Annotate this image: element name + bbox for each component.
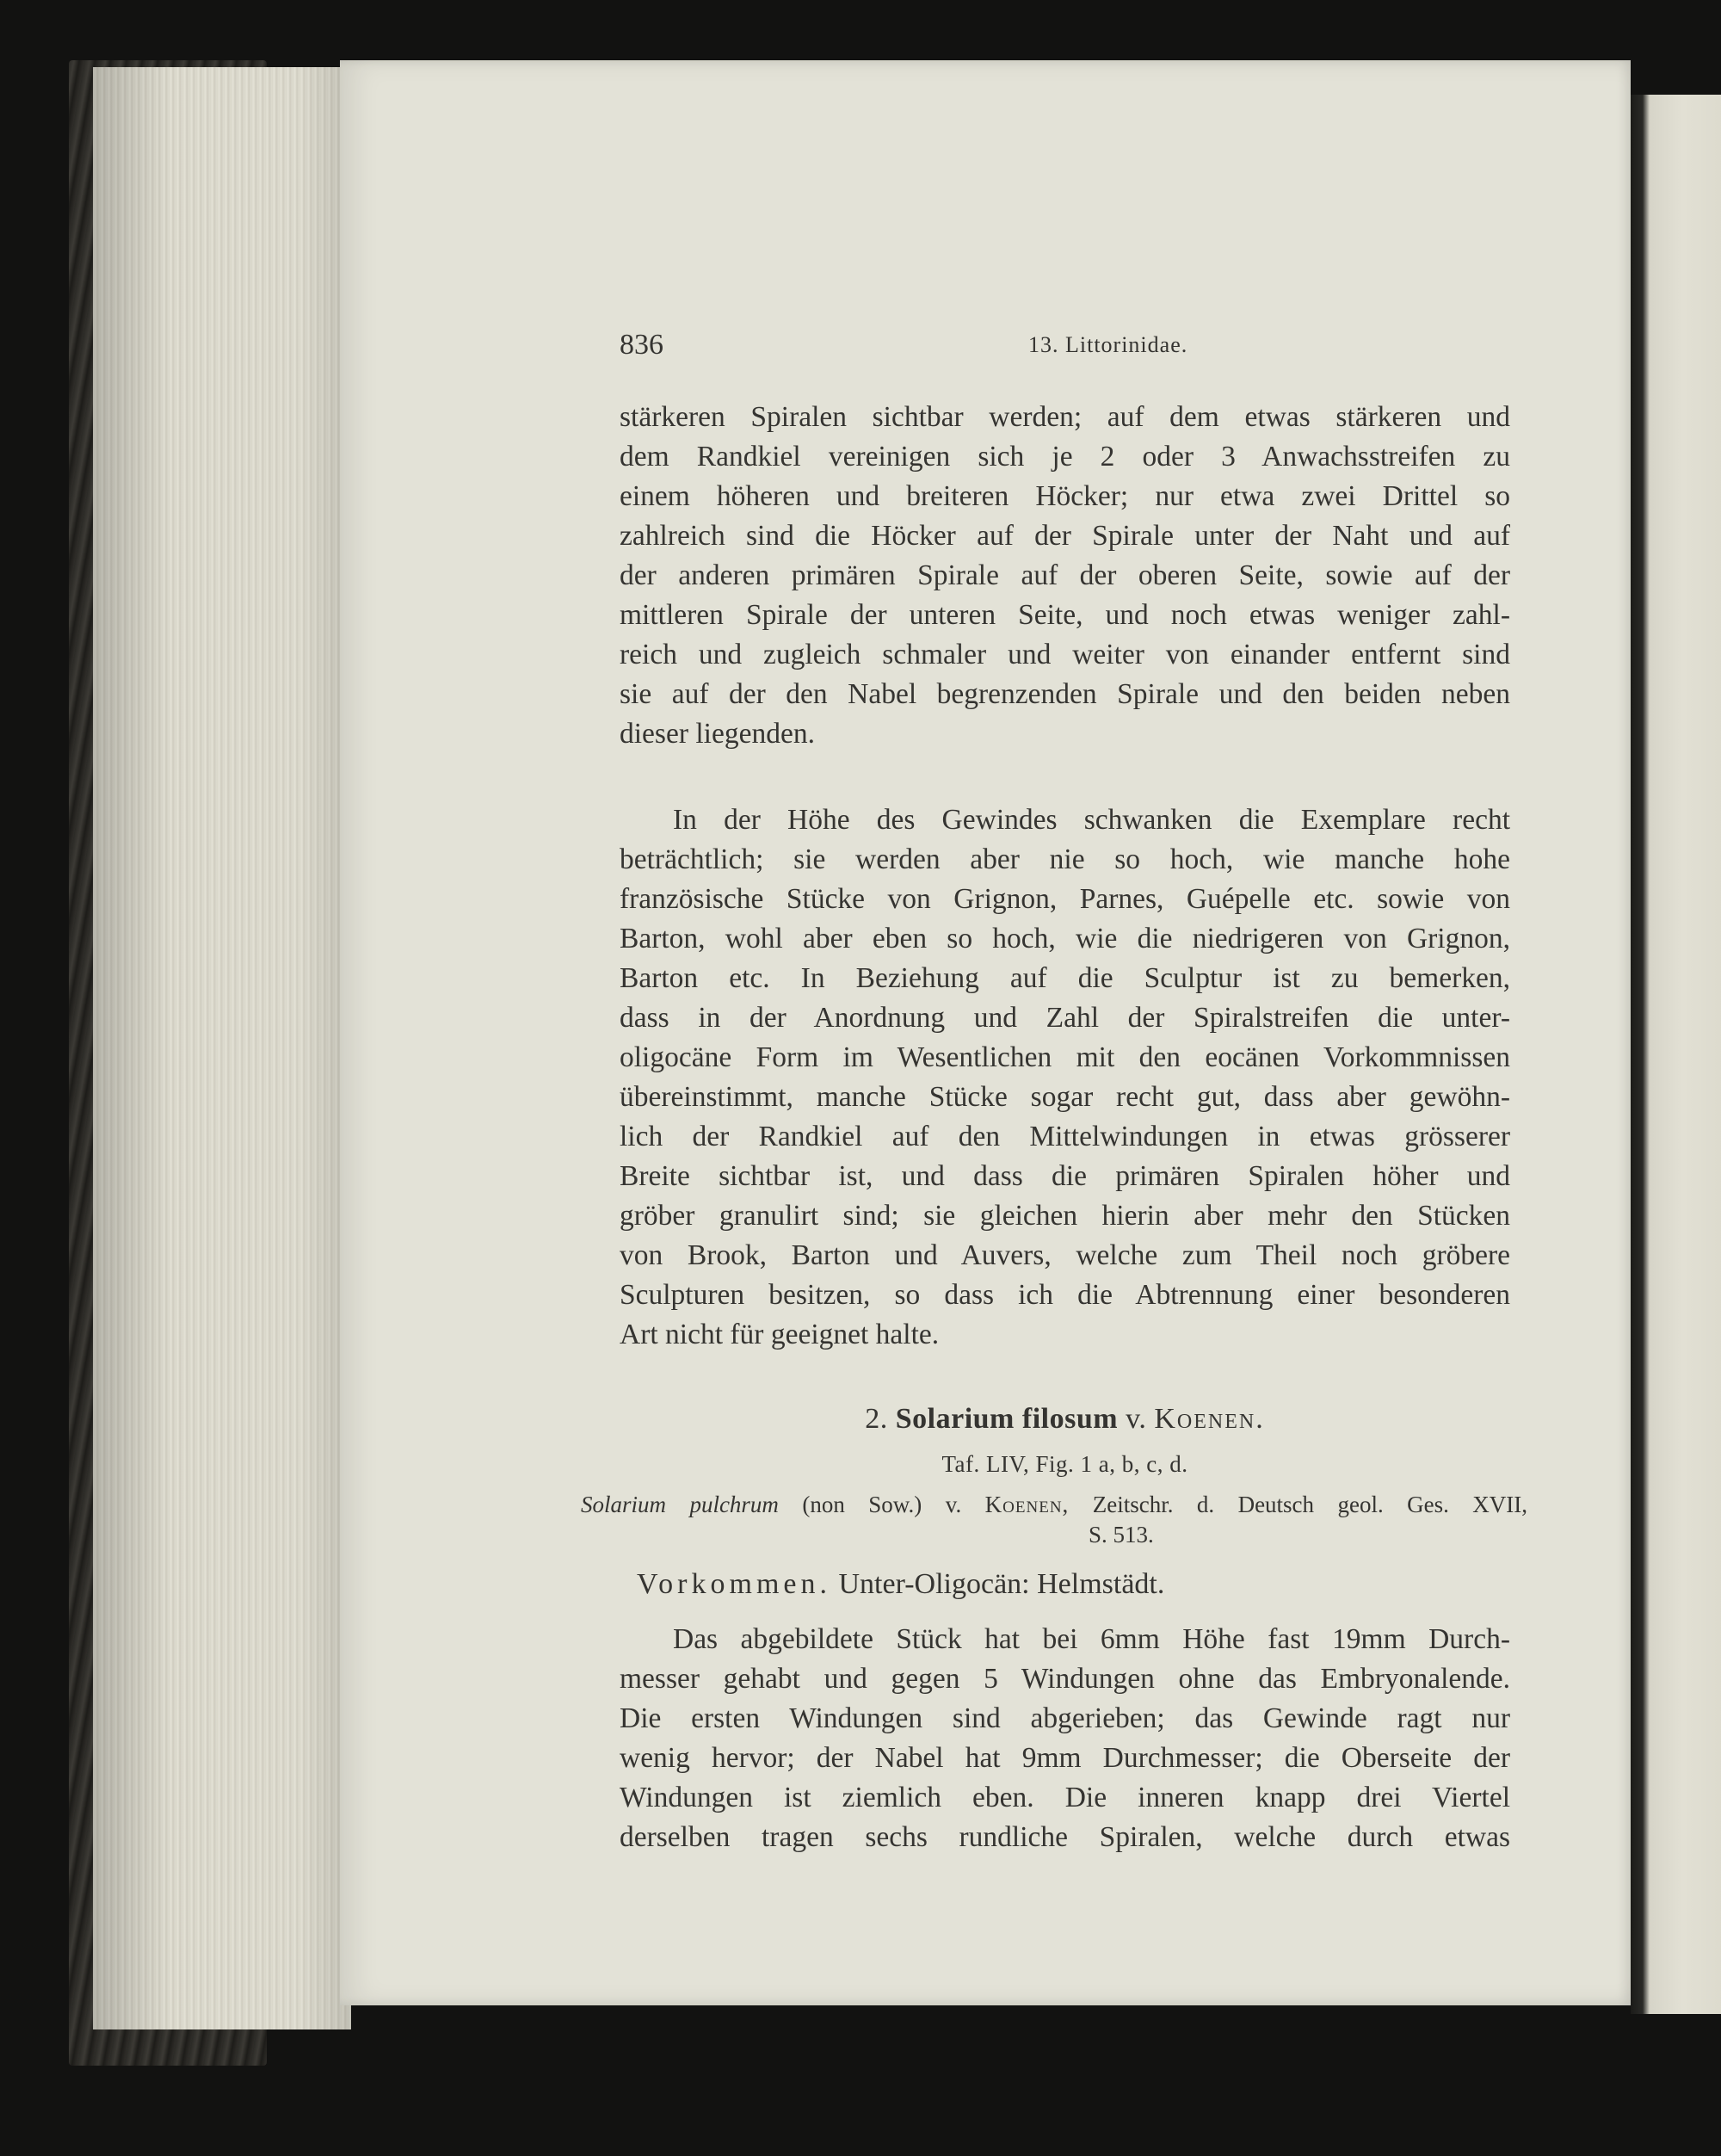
text-line: gröber granulirt sind; sie gleichen hierin aber mehr den Stücken [620,1200,1510,1232]
text-line: Die ersten Windungen sind abgerieben; das Gewinde ragt nur [620,1702,1510,1734]
text-line: dass in der Anordnung und Zahl der Spiralstreifen die unter- [620,1002,1510,1034]
page-number: 836 [620,329,663,361]
text-line: derselben tragen sechs rundliche Spiralen, welche durch etwas [620,1821,1510,1853]
book-page [340,60,1631,2005]
text-line: reich und zugleich schmaler und weiter von einander entfernt sind [620,639,1510,670]
text-line: sie auf der den Nabel begrenzenden Spirale und den beiden neben [620,678,1510,710]
synonym-line [581,1489,1527,1520]
synonym-note: (non Sow.) v. [802,1492,962,1517]
occurrence [637,1568,1506,1601]
paragraph-1 [620,398,1510,754]
text-line: messer gehabt und gegen 5 Windungen ohne das Embryonalende. [620,1663,1510,1695]
text-line: einem höheren und breiteren Höcker; nur etwa zwei Drittel so [620,480,1510,512]
text-line: lich der Randkiel auf den Mittelwindungen in etwas grösserer [620,1121,1510,1152]
text-line: Art nicht für geeignet halte. [620,1319,940,1350]
text-line: dieser liegenden. [620,718,815,750]
text-line: französische Stücke von Grignon, Parnes, Guépelle etc. sowie von [620,883,1510,915]
text-line: der anderen primären Spirale auf der oberen Seite, sowie auf der [620,559,1510,591]
synonym-page: S. 513. [1089,1522,1154,1548]
text-line: Barton etc. In Beziehung auf die Sculptur ist zu bemerken, [620,962,1510,994]
synonym-citation: Zeitschr. d. Deutsch geol. Ges. XVII, [1092,1492,1527,1517]
paragraph-3 [620,1620,1510,1857]
text-line: Windungen ist ziemlich eben. Die inneren knapp drei Viertel [620,1782,1510,1813]
text-line: zahlreich sind die Höcker auf der Spirale unter der Naht und auf [620,520,1510,552]
synonym-author: Koenen, [984,1492,1070,1517]
text-line: übereinstimmt, manche Stücke sogar recht gut, dass aber gewöhn- [620,1081,1510,1113]
page-edges-shadow [93,67,351,2029]
paragraph-2 [620,800,1510,1355]
text-line: beträchtlich; sie werden aber nie so hoch, wie manche hohe [620,843,1510,875]
text-line: In der Höhe des Gewindes schwanken die Exemplare recht [673,804,1510,836]
text-line: stärkeren Spiralen sichtbar werden; auf dem etwas stärkeren und [620,401,1510,433]
text-line: dem Randkiel vereinigen sich je 2 oder 3 Anwachsstreifen zu [620,441,1510,473]
text-line: oligocäne Form im Wesentlichen mit den eocänen Vorkommnissen [620,1041,1510,1073]
species-number: 2. [865,1403,888,1435]
species-author: Koenen. [1154,1403,1265,1435]
species-name: Solarium filosum [895,1403,1119,1435]
occurrence-label: Vorkommen. [637,1568,831,1600]
facing-page-edge [1631,95,1721,2014]
running-title: 13. Littorinidae. [1028,332,1188,357]
occurrence-value: Unter-Oligocän: Helmstädt. [838,1568,1165,1600]
synonym-name: Solarium pulchrum [581,1492,779,1517]
text-line: von Brook, Barton und Auvers, welche zum Theil noch gröbere [620,1239,1510,1271]
text-line: mittleren Spirale der unteren Seite, und noch etwas weniger zahl- [620,599,1510,631]
synonymy [581,1489,1527,1520]
text-line: Breite sichtbar ist, und dass die primären Spiralen höher und [620,1160,1510,1192]
text-line: wenig hervor; der Nabel hat 9mm Durchmesser; die Oberseite der [620,1742,1510,1774]
running-head [620,329,1532,372]
text-line: Das abgebildete Stück hat bei 6mm Höhe fast 19mm Durch- [673,1623,1510,1655]
author-prefix: v. [1126,1403,1147,1435]
species-heading [620,1403,1510,1436]
plate-reference: Taf. LIV, Fig. 1 a, b, c, d. [941,1451,1188,1477]
text-line: Sculpturen besitzen, so dass ich die Abtrennung einer besonderen [620,1279,1510,1311]
text-line: Barton, wohl aber eben so hoch, wie die niedrigeren von Grignon, [620,923,1510,954]
